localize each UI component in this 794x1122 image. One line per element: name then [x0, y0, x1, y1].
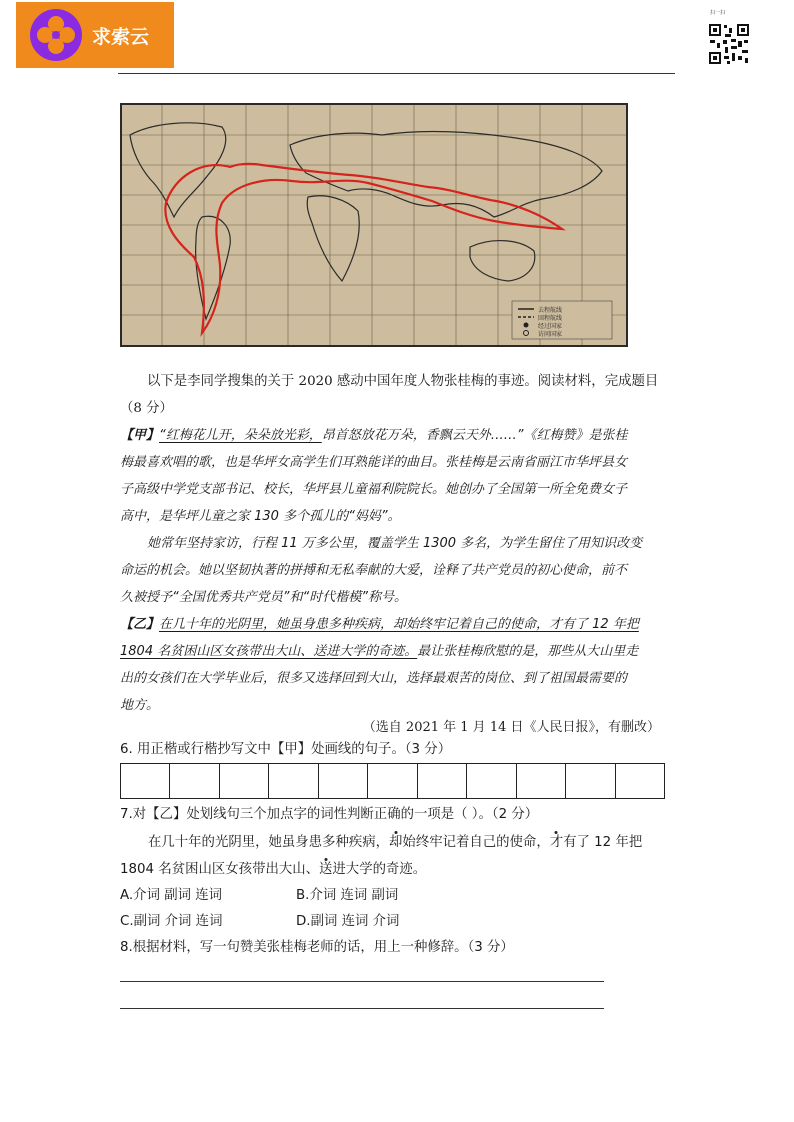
- question-7-sentence-1: [148, 833, 663, 853]
- grid-cell[interactable]: [467, 764, 516, 798]
- qr-label: 扫一扫: [710, 10, 726, 16]
- grid-cell[interactable]: [220, 764, 269, 798]
- voyage-map-image: [120, 103, 628, 347]
- jia-label: 【甲】: [120, 428, 160, 443]
- question-7-sentence-2: [120, 860, 426, 880]
- map-legend-3: 访问国家: [538, 331, 563, 338]
- q7-dotted-song: 送: [319, 862, 333, 877]
- grid-cell[interactable]: [269, 764, 318, 798]
- writing-grid[interactable]: [120, 763, 665, 799]
- intro-paragraph: [120, 368, 665, 395]
- question-6: 6. 用正楷或行楷抄写文中【甲】处画线的句子。（3 分）: [120, 742, 452, 757]
- brand-logo: [16, 2, 174, 68]
- map-drawing: [122, 105, 626, 345]
- map-legend-0: 去程航线: [538, 307, 563, 314]
- passage-jia: [120, 422, 665, 530]
- option-c[interactable]: C.副词 介词 连词: [120, 914, 223, 929]
- q7-sent2-a: 1804 名贫困山区女孩带出大山、: [120, 862, 320, 877]
- logo-text: 求索云: [92, 25, 150, 48]
- yi-rest2: 最让张桂梅欣慰的是，那些从大山里走: [417, 644, 639, 659]
- jia-line1: [120, 422, 665, 449]
- grid-cell[interactable]: [616, 764, 664, 798]
- jia-rest1: 昂首怒放花万朵，香飘云天外……”《红梅赞》是张桂: [321, 428, 628, 443]
- yi-line2-wrap: [120, 638, 665, 665]
- passage-yi: [120, 611, 665, 719]
- yi-underlined-2: 1804 名贫困山区女孩带出大山、送进大学的奇迹。: [120, 644, 418, 659]
- p2-line3: 久被授予“全国优秀共产党员”和“时代楷模”称号。: [120, 590, 407, 605]
- intro-line1: 以下是李同学搜集的关于 2020 感动中国年度人物张桂梅的事迹。阅读材料，完成题目: [147, 374, 659, 389]
- answer-line-2[interactable]: [120, 1008, 604, 1009]
- option-d[interactable]: D.副词 连词 介词: [296, 914, 400, 929]
- yi-label: 【乙】: [120, 617, 160, 632]
- map-legend-2: 经过国家: [538, 323, 563, 330]
- q7-sent1-d: 终牢记着自己的使命，: [415, 835, 550, 850]
- grid-cell[interactable]: [319, 764, 368, 798]
- option-a[interactable]: A.介词 副词 连词: [120, 888, 223, 903]
- jia-underlined: “红梅花儿开，朵朵放光彩，: [159, 428, 322, 443]
- q7-dotted-cai: 才: [549, 835, 564, 850]
- grid-cell[interactable]: [418, 764, 467, 798]
- q7-dotted-que: 却: [389, 835, 403, 850]
- q7-sent1-c: 始: [402, 835, 416, 850]
- jia-line4: 高中，是华坪儿童之家 130 多个孤儿的“妈妈”。: [120, 509, 401, 524]
- jia-line2: 梅最喜欢唱的歌，也是华坪女高学生们耳熟能详的曲目。张桂梅是云南省丽江市华坪县女: [120, 455, 628, 470]
- qr-code-icon: [707, 22, 751, 66]
- grid-cell[interactable]: [368, 764, 417, 798]
- intro-score: [120, 395, 665, 422]
- question-7-stem: 7.对【乙】处划线句三个加点字的词性判断正确的一项是（ ）。（2 分）: [120, 807, 539, 822]
- intro-line2: （8 分）: [120, 401, 173, 416]
- q7-sent1-a: 在几十年的光阴里，她虽身患多种疾病，: [148, 835, 390, 850]
- passage-p2: [120, 530, 665, 611]
- q7-sent1-f: 有了 12 年把: [563, 835, 643, 850]
- header-rule: [118, 73, 675, 74]
- yi-line1: [120, 611, 665, 638]
- source-citation: （选自 2021 年 1 月 14 日《人民日报》，有删改）: [362, 720, 660, 735]
- yi-line4: 地方。: [120, 698, 160, 713]
- grid-cell[interactable]: [566, 764, 615, 798]
- jia-line3: 子高级中学党支部书记、校长，华坪县儿童福利院院长。她创办了全国第一所全免费女子: [120, 482, 628, 497]
- grid-cell[interactable]: [170, 764, 219, 798]
- p2-line1: 她常年坚持家访，行程 11 万多公里，覆盖学生 1300 多名，为学生留住了用知识改变: [147, 536, 643, 551]
- option-b[interactable]: B.介词 连词 副词: [296, 888, 399, 903]
- grid-cell[interactable]: [517, 764, 566, 798]
- grid-cell[interactable]: [121, 764, 170, 798]
- map-legend-1: 回程航线: [538, 315, 563, 322]
- logo-flower-icon: [28, 7, 84, 63]
- yi-underlined-1: 在几十年的光阴里，她虽身患多种疾病，却始终牢记着自己的使命，才有了 12 年把: [159, 617, 639, 632]
- p2-line2: 命运的机会。她以坚韧执著的拼搏和无私奉献的大爱，诠释了共产党员的初心使命，前不: [120, 563, 628, 578]
- q7-sent2-c: 进大学的奇迹。: [332, 862, 427, 877]
- yi-line3: 出的女孩们在大学毕业后，很多又选择回到大山，选择最艰苦的岗位、到了祖国最需要的: [120, 671, 628, 686]
- answer-line-1[interactable]: [120, 981, 604, 982]
- question-8: 8.根据材料，写一句赞美张桂梅老师的话，用上一种修辞。（3 分）: [120, 940, 514, 955]
